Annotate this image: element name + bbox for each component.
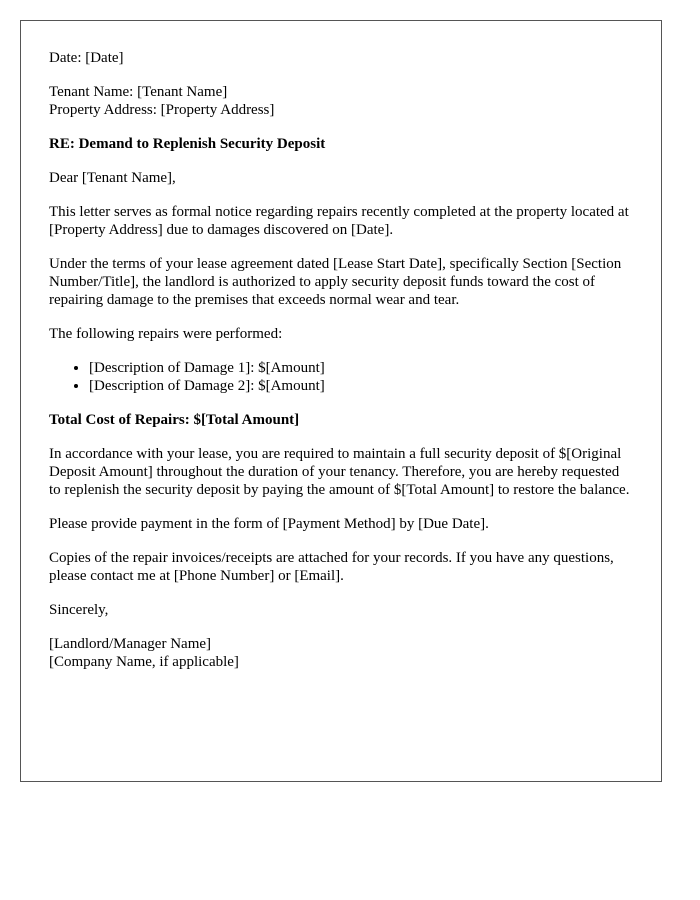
paragraph-payment: Please provide payment in the form of [Payment Method] by [Due Date]. — [49, 516, 489, 532]
repair-item-1: • [Description of Damage 1]: $[Amount] — [89, 359, 633, 377]
recipient-block — [49, 83, 633, 119]
letter-document — [20, 20, 662, 782]
tenant-name-line: Tenant Name: [Tenant Name] — [49, 84, 228, 100]
signer-company: [Company Name, if applicable] — [49, 654, 239, 670]
subject-line: RE: Demand to Replenish Security Deposit — [49, 136, 326, 152]
total-cost: Total Cost of Repairs: $[Total Amount] — [49, 412, 300, 428]
paragraph-notice: This letter serves as formal notice regarding repairs recently completed at the property located at [Property Address] due to damages discovered on [Date]. — [49, 204, 629, 238]
signature-block — [49, 635, 633, 671]
repair-item-2: • [Description of Damage 2]: $[Amount] — [89, 377, 633, 395]
repairs-list — [49, 359, 633, 395]
paragraph-lease: Under the terms of your lease agreement dated [Lease Start Date], specifically Section [Section Number/Title], the landlord is authorized to apply security deposit funds toward the cost of repairing damage to the premises that exceeds normal wear and tear. — [49, 256, 622, 308]
salutation: Dear [Tenant Name], — [49, 170, 176, 186]
repairs-intro: The following repairs were performed: — [49, 326, 283, 342]
property-address-line: Property Address: [Property Address] — [49, 102, 275, 118]
paragraph-replenish: In accordance with your lease, you are required to maintain a full security deposit of $[Original Deposit Amount] throughout the duration of your tenancy. Therefore, you are hereby requested to replenish the security deposit by paying the amount of $[Total Amount] to restore the balance. — [49, 446, 630, 498]
paragraph-invoices: Copies of the repair invoices/receipts are attached for your records. If you have any questions, please contact me at [Phone Number] or [Email]. — [49, 550, 614, 584]
date-line: Date: [Date] — [49, 50, 124, 66]
closing: Sincerely, — [49, 602, 109, 618]
signer-name: [Landlord/Manager Name] — [49, 636, 212, 652]
